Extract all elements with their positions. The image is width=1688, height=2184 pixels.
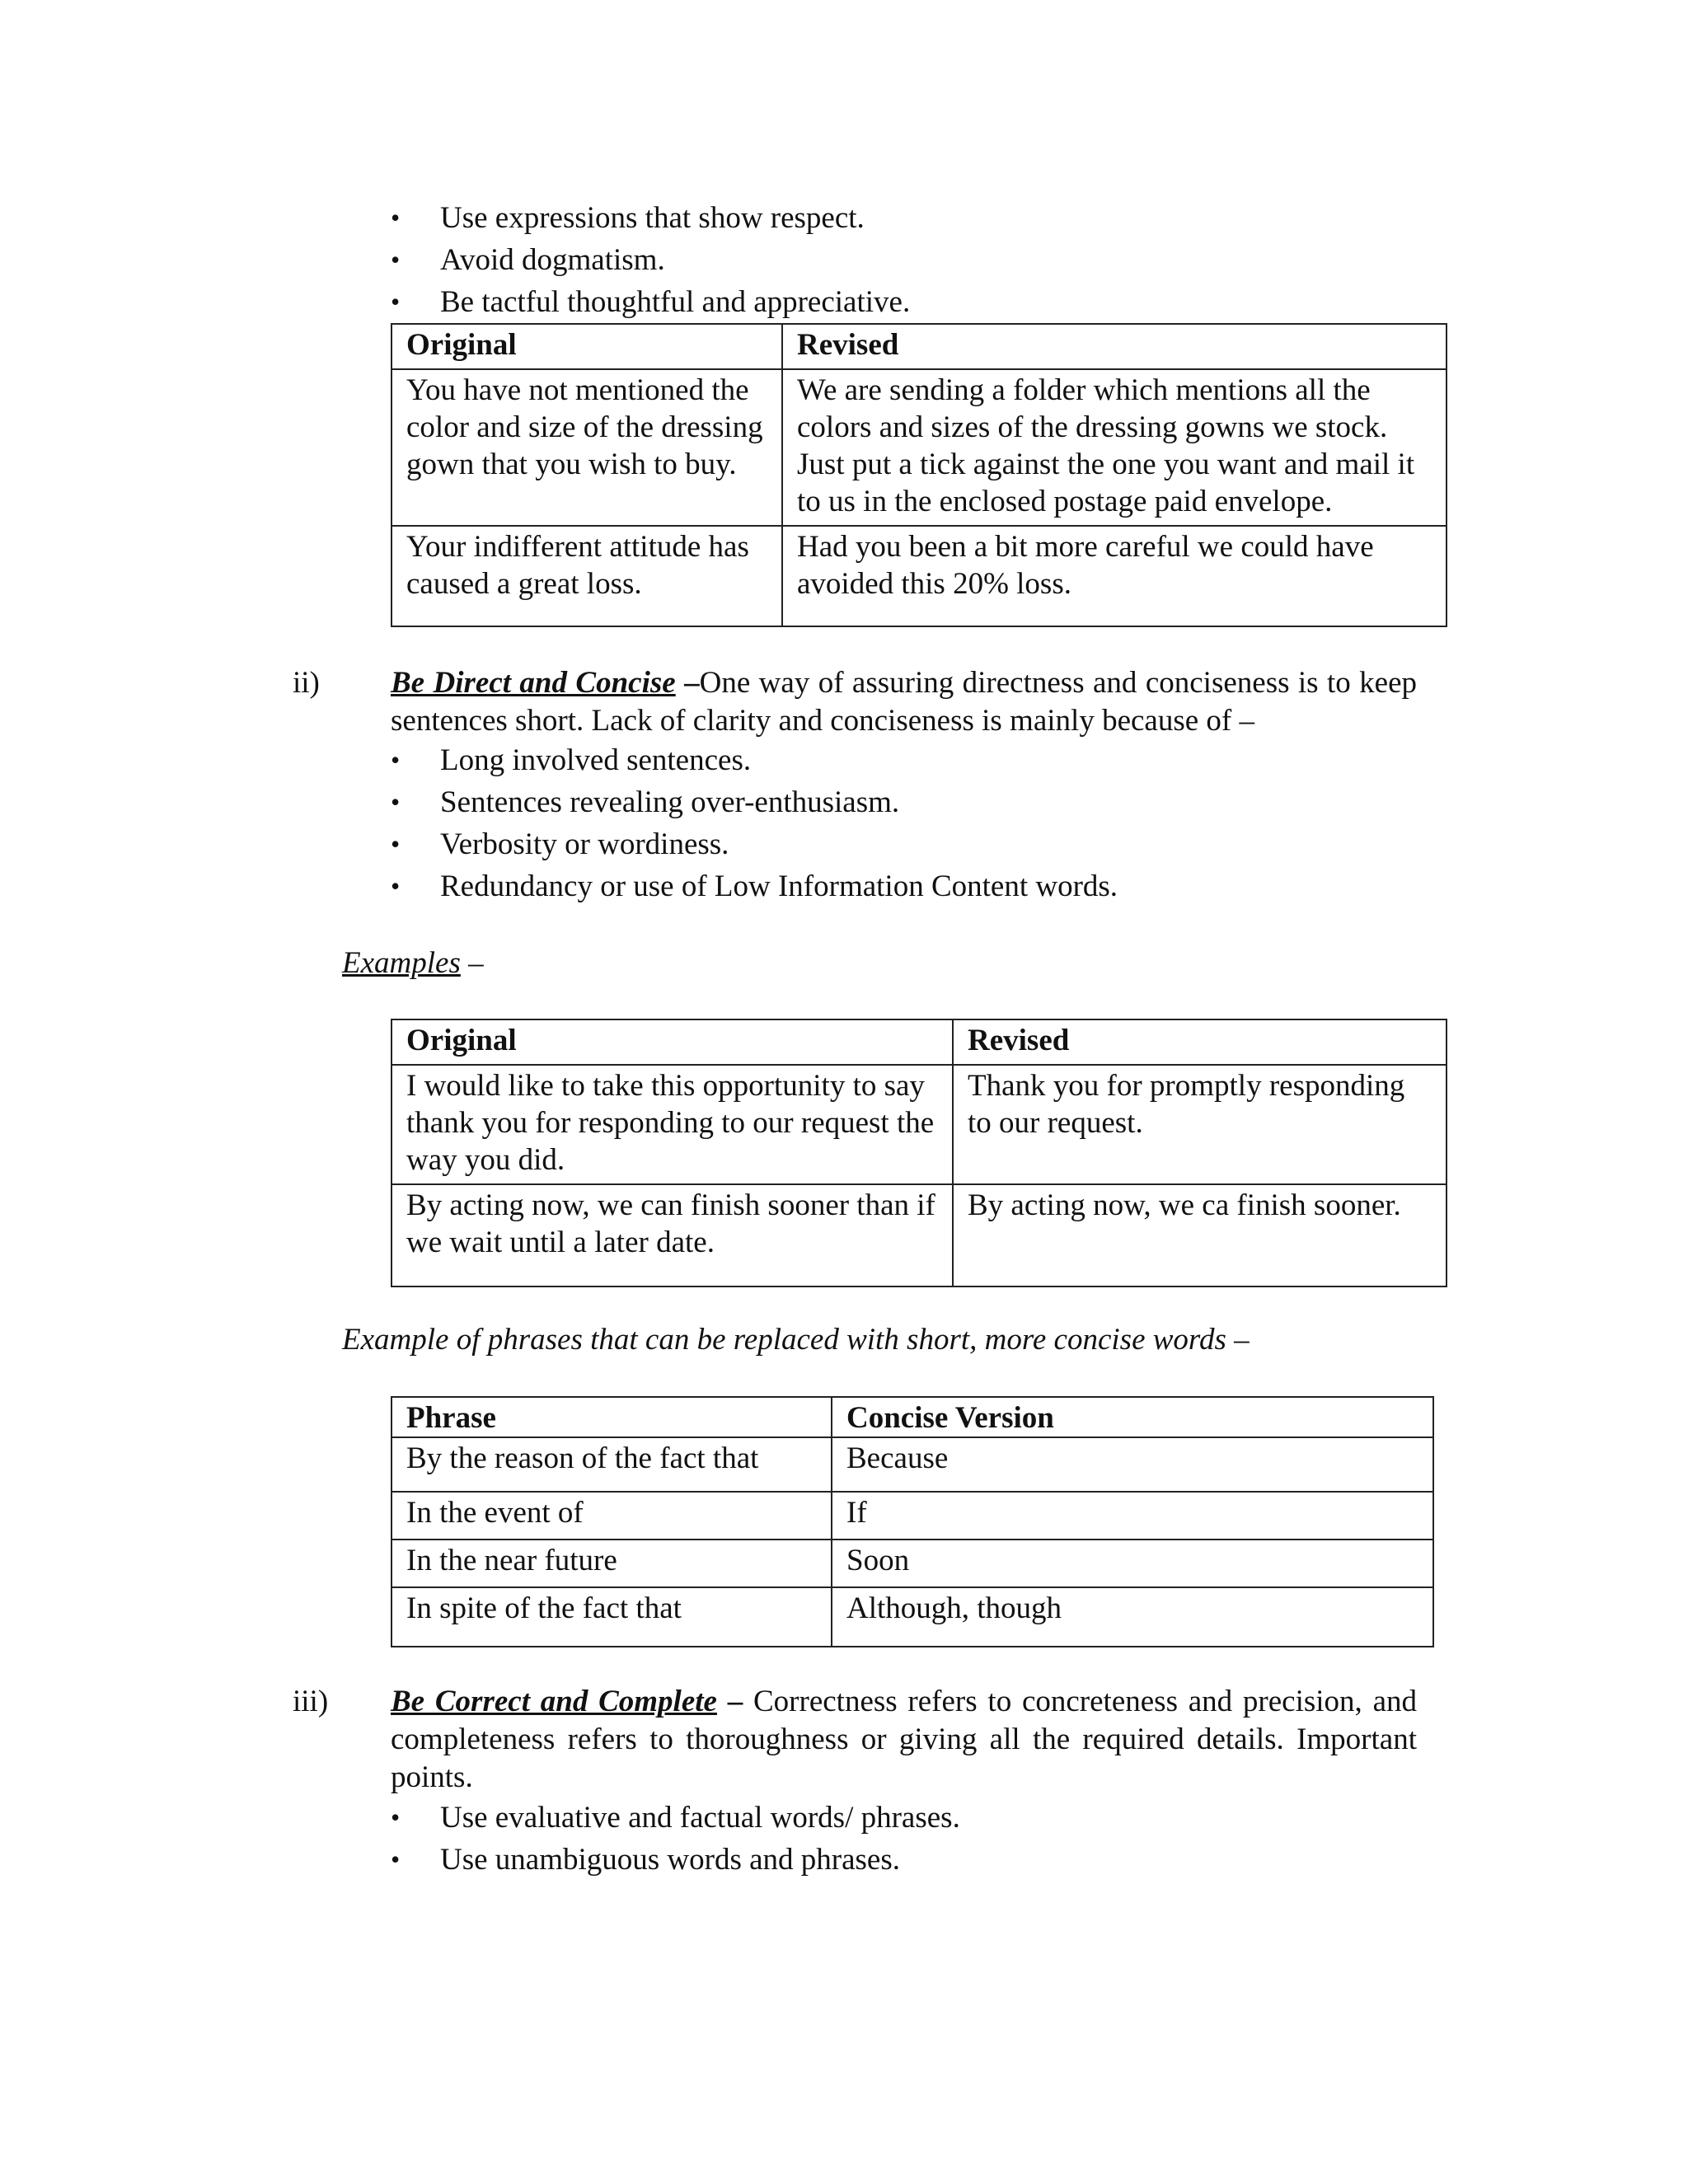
section-dash: – [716, 1685, 743, 1718]
section-body: One way of assuring directness and conciseness is to keep sentences short. Lack of clarity and conciseness is mainly because of – [391, 666, 1418, 738]
bullet-icon: • [391, 787, 401, 817]
table-row [392, 1184, 1447, 1286]
list-item [391, 1797, 1462, 1839]
phrase-table [391, 1396, 1434, 1647]
section-paragraph [391, 1683, 1417, 1797]
list-item-text: Use evaluative and factual words/ phrases. [440, 1801, 960, 1835]
bullet-icon: • [391, 245, 401, 274]
list-item [391, 239, 1462, 281]
list-item-text: Long involved sentences. [440, 743, 752, 777]
table-cell: By acting now, we can finish sooner than if we wait until a later date. [392, 1184, 953, 1286]
top-bullet-list [391, 197, 1462, 323]
list-item [391, 781, 1462, 823]
table-header-phrase: Phrase [392, 1397, 832, 1437]
table-header-revised: Revised [782, 324, 1447, 369]
list-item [391, 739, 1462, 781]
section-dash: – [675, 666, 700, 700]
table-row [392, 1065, 1447, 1184]
table-cell: You have not mentioned the color and size of the dressing gown that you wish to buy. [392, 369, 782, 526]
list-item-text: Redundancy or use of Low Information Content words. [440, 869, 1118, 903]
bullet-icon: • [391, 871, 401, 901]
table-cell: In the near future [392, 1540, 832, 1587]
table-row [392, 1492, 1433, 1540]
original-revised-table-1 [391, 323, 1447, 627]
table-header-concise: Concise Version [832, 1397, 1433, 1437]
list-item [391, 1839, 1462, 1881]
list-item-text: Be tactful thoughtful and appreciative. [440, 285, 911, 319]
table-cell: By the reason of the fact that [392, 1437, 832, 1492]
list-item [391, 865, 1462, 907]
bullet-icon: • [391, 745, 401, 775]
section-body: Correctness refers to concreteness and precision, and completeness refers to thoroughness or giving all the required details. Important points. [391, 1685, 1417, 1794]
table-cell: In spite of the fact that [392, 1587, 832, 1647]
bullet-icon: • [391, 287, 401, 316]
list-item-text: Avoid dogmatism. [440, 243, 665, 277]
bullet-icon: • [391, 1802, 401, 1832]
bullet-icon: • [391, 1844, 401, 1874]
table-row [392, 369, 1447, 526]
examples-label-dash: – [460, 946, 484, 980]
table-cell: Soon [832, 1540, 1433, 1587]
list-item [391, 281, 1462, 323]
examples-label [342, 944, 484, 982]
table-cell: I would like to take this opportunity to say thank you for responding to our request the way you did. [392, 1065, 953, 1184]
section-title: Be Correct and Complete [391, 1685, 717, 1718]
table-header-original: Original [392, 1019, 953, 1065]
table-header-row [392, 1019, 1447, 1065]
table-header-row [392, 324, 1447, 369]
table-header-revised: Revised [953, 1019, 1447, 1065]
table-cell: Although, though [832, 1587, 1433, 1647]
section-paragraph [391, 664, 1417, 740]
section-numeral: iii) [293, 1685, 329, 1718]
table-row [392, 1540, 1433, 1587]
original-revised-table-2 [391, 1019, 1447, 1287]
list-item-text: Sentences revealing over-enthusiasm. [440, 785, 900, 819]
table-cell: In the event of [392, 1492, 832, 1540]
list-item [391, 823, 1462, 865]
section-numeral: ii) [293, 666, 320, 700]
table-header-row [392, 1397, 1433, 1437]
table-row [392, 1587, 1433, 1647]
section-title: Be Direct and Concise [391, 666, 676, 700]
table-cell: Your indifferent attitude has caused a great loss. [392, 526, 782, 626]
table-row [392, 526, 1447, 626]
list-item-text: Verbosity or wordiness. [440, 827, 729, 861]
section2-bullet-list [391, 739, 1462, 907]
section3-bullet-list [391, 1797, 1462, 1881]
bullet-icon: • [391, 203, 401, 232]
table-cell: By acting now, we ca finish sooner. [953, 1184, 1447, 1286]
table-header-original: Original [392, 324, 782, 369]
table-cell: We are sending a folder which mentions all the colors and sizes of the dressing gowns we stock. Just put a tick against the one you want and mail it to us in the enclosed postage paid envelope. [782, 369, 1447, 526]
phrases-label: Example of phrases that can be replaced with short, more concise words – [342, 1323, 1250, 1357]
table-cell: Thank you for promptly responding to our request. [953, 1065, 1447, 1184]
table-cell: If [832, 1492, 1433, 1540]
table-row [392, 1437, 1433, 1492]
list-item-text: Use expressions that show respect. [440, 201, 865, 235]
list-item [391, 197, 1462, 239]
bullet-icon: • [391, 829, 401, 859]
table-cell: Had you been a bit more careful we could have avoided this 20% loss. [782, 526, 1447, 626]
table-cell: Because [832, 1437, 1433, 1492]
examples-label-word: Examples [342, 946, 461, 980]
list-item-text: Use unambiguous words and phrases. [440, 1843, 900, 1877]
